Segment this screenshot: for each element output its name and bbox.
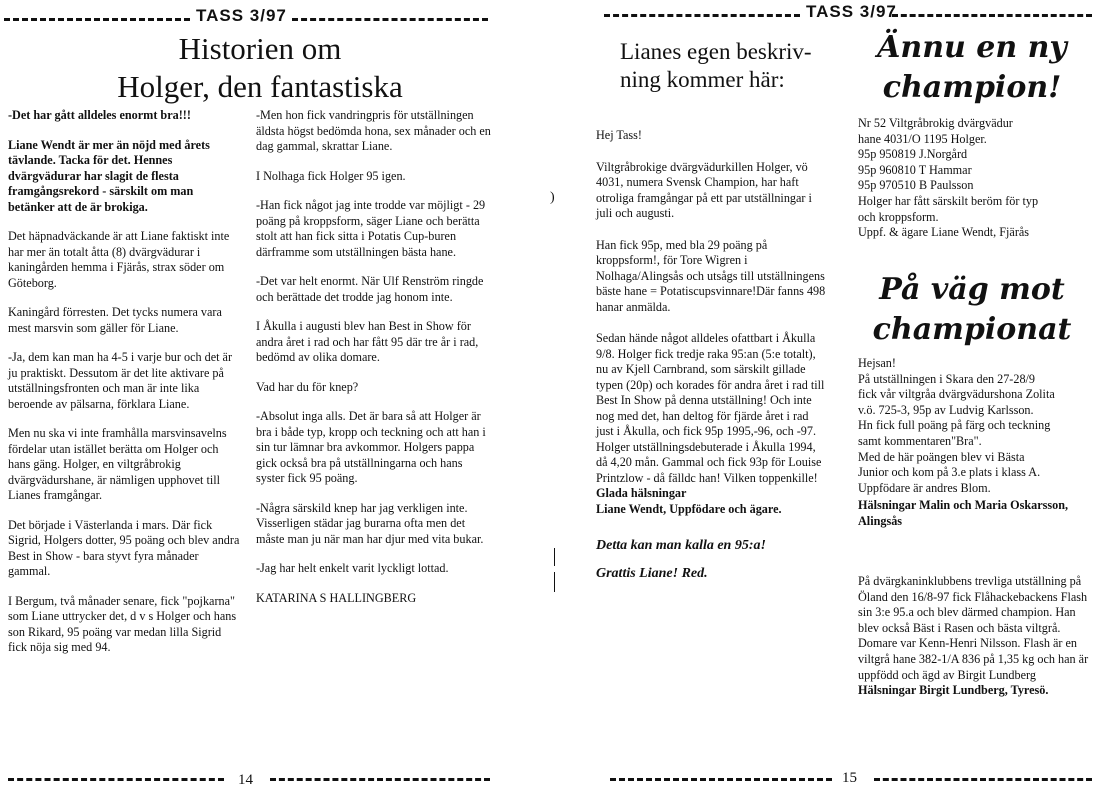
paragraph: Vad har du för knep? bbox=[256, 379, 359, 394]
flash-report bbox=[858, 574, 1092, 699]
list-item: Uppfödare är andres Blom. bbox=[858, 480, 991, 495]
list-item: Holger har fått särskilt beröm för typ bbox=[858, 193, 1039, 208]
header-rule-right-b bbox=[892, 14, 1092, 17]
header-rule-left-a bbox=[4, 18, 190, 21]
left-title bbox=[40, 30, 480, 106]
paragraph: Hej Tass! bbox=[596, 128, 642, 142]
list-item: 95p 970510 B Paulsson bbox=[858, 178, 974, 193]
author-byline: KATARINA S HALLINGBERG bbox=[256, 590, 417, 605]
paragraph: -Ja, dem kan man ha 4-5 i varje bur och det är ju praktiskt. Dessutom är det lite aktivare på utställningsfronten och man är inte lika beroende av pälsarna, förklara Liane. bbox=[8, 350, 233, 411]
champion-list bbox=[858, 116, 1098, 241]
paragraph: -Men hon fick vandringpris för utställningen äldsta högst bedömda hona, sex månader och en dag gammal, skrattar Liane. bbox=[256, 108, 491, 153]
heading-toward-line1: På väg mot bbox=[879, 272, 1065, 307]
greeting: Glada hälsningar bbox=[596, 486, 687, 500]
editor-comment: Detta kan man kalla en 95:a! bbox=[596, 538, 766, 553]
flash-signature: Hälsningar Birgit Lundberg, Tyresö. bbox=[858, 683, 1049, 698]
signature: Liane Wendt, Uppfödare och ägare. bbox=[596, 501, 782, 516]
left-page-number: 14 bbox=[238, 772, 253, 788]
paragraph: -Jag har helt enkelt varit lyckligt lottad. bbox=[256, 561, 449, 575]
paragraph: I Nolhaga fick Holger 95 igen. bbox=[256, 168, 406, 183]
paragraph: I Bergum, två månader senare, fick "pojkarna" som Liane uttrycker det, d v s Holger och hans son Rikard, 95 poäng var medan lilla Sigrid fick nöja sig med 94. bbox=[8, 593, 237, 654]
list-item: och kroppsform. bbox=[858, 209, 939, 224]
heading-new-champion bbox=[852, 28, 1092, 108]
right-page-header: TASS 3/97 bbox=[806, 2, 897, 21]
left-title-line1: Historien om bbox=[178, 31, 342, 66]
list-item: Junior och kom på 3.e plats i klass A. bbox=[858, 465, 1041, 480]
paragraph: -Han fick något jag inte trodde var möjligt - 29 poäng på kroppsform, säger Liane och berätta stolt att han fick sitta i Potatis Cup-buren därframme som utställningen bästa hane. bbox=[256, 198, 486, 259]
heading-toward-line2: championat bbox=[872, 312, 1072, 347]
list-item: fick vår viltgråa dvärgvädurshona Zolita bbox=[858, 387, 1055, 402]
gutter-line bbox=[554, 548, 555, 566]
left-column-1 bbox=[8, 108, 240, 670]
list-item: v.ö. 725-3, 95p av Ludvig Karlsson. bbox=[858, 402, 1034, 417]
editor-congrats: Grattis Liane! Red. bbox=[596, 566, 708, 581]
right-title-line1: Lianes egen beskriv- bbox=[620, 39, 812, 64]
list-item: Med de här poängen blev vi Bästa bbox=[858, 449, 1025, 464]
paragraph: Men nu ska vi inte framhålla marsvinsavelns fördelar utan istället berätta om Holger och hans gäng. Holger, en viltgråbrokig dvärgvädurshane, är nämligen upphovet till Lianes framgångar. bbox=[8, 426, 227, 502]
footer-rule-left-a bbox=[8, 778, 224, 781]
paragraph: -Några särskild knep har jag verkligen inte. Visserligen städar jag burarna ofta men det måste man ju när man har djur med vita bukar. bbox=[256, 500, 484, 546]
list-item: samt kommentaren"Bra". bbox=[858, 433, 982, 448]
zolita-signature: Hälsningar Malin och Maria Oskarsson, Alingsås bbox=[858, 498, 1069, 528]
list-item: Uppf. & ägare Liane Wendt, Fjärås bbox=[858, 225, 1030, 240]
list-item: 95p 950819 J.Norgård bbox=[858, 147, 968, 162]
right-page-number: 15 bbox=[842, 770, 857, 786]
list-item: hane 4031/O 1195 Holger. bbox=[858, 131, 987, 146]
list-item: Hn fick full poäng på färg och teckning bbox=[858, 418, 1051, 433]
right-title-line2: ning kommer här: bbox=[620, 67, 785, 92]
paragraph: Han fick 95p, med bla 29 poäng på kroppsform!, för Tore Wigren i Nolhaga/Alingsås och utsågs till utställningens bäste hane = Potatiscupsvinnare!Där fanns 498 hanar anmälda. bbox=[596, 237, 826, 314]
paragraph: Liane Wendt är mer än nöjd med årets tävlande. Tacka för det. Hennes dvärgvädurar har slagit de flesta framgångsrekord - särskilt om man betänker att de är brokiga. bbox=[8, 137, 210, 214]
gutter-mark: ) bbox=[550, 190, 555, 205]
paragraph: Viltgråbrokige dvärgvädurkillen Holger, vö 4031, numera Svensk Champion, har haft otroliga framgångar på ett par utställningar i juli och augusti. bbox=[596, 159, 812, 220]
list-item: Hejsan! bbox=[858, 356, 896, 370]
right-title bbox=[620, 38, 850, 94]
paragraph: -Absolut inga alls. Det är bara så att Holger är bra i både typ, kropp och teckning och att han i sin tur lämnar bra avkommor. Holgers pappa gick också bra på utställningarna och hans syster fick 95 poäng. bbox=[256, 409, 486, 485]
footer-rule-right-a bbox=[610, 778, 832, 781]
zolita-report bbox=[858, 356, 1098, 530]
footer-rule-right-b bbox=[874, 778, 1092, 781]
footer-rule-left-b bbox=[270, 778, 490, 781]
heading-new-champion-line2: champion! bbox=[882, 70, 1062, 105]
list-item: 95p 960810 T Hammar bbox=[858, 162, 972, 177]
paragraph: Kaningård förresten. Det tycks numera vara mest marsvin som gäller för Liane. bbox=[8, 305, 222, 335]
heading-new-champion-line1: Ännu en ny bbox=[877, 30, 1067, 65]
paragraph: -Det var helt enormt. När Ulf Renström ringde och berättade det trodde jag honom inte. bbox=[256, 274, 484, 304]
paragraph: Det började i Västerlanda i mars. Där fick Sigrid, Holgers dotter, 95 poäng och blev andra Best in Show - bara styvt fyra månader gammal. bbox=[8, 517, 240, 578]
gutter-line bbox=[554, 572, 555, 592]
left-page-header: TASS 3/97 bbox=[196, 6, 287, 25]
list-item: På utställningen i Skara den 27-28/9 bbox=[858, 371, 1036, 386]
paragraph: På dvärgkaninklubbens trevliga utställning på Öland den 16/8-97 fick Flåhackebackens Flash sin 3:e 95.a och blev därmed champion. Han blev också Bäst i Rasen och bästa viltgrå. Domare var Kenn-Henri Nilsson. Flash är en viltgrå hane 382-1/A 836 på 1,35 kg och han är uppfödd och ägd av Birgit Lundberg bbox=[858, 574, 1089, 682]
right-column-1 bbox=[596, 128, 828, 585]
paragraph: -Det har gått alldeles enormt bra!!! bbox=[8, 108, 191, 122]
paragraph: Sedan hände något alldeles ofattbart i Åkulla 9/8. Holger fick tredje raka 95:an (5:e totalt), nu av Kjell Carnbrand, som särskilt gillade typen (20p) och korades för andra året i rad till Best In Show på denna utställning! Och inte nog med det, han deltog för fjärde året i rad just i Åkulla, och fick 95p 1995,-96, och -97. Holger utställningsdebuterade i Åkulla 1994, då 4,20 mån. Gammal och fick 93p för Louise Printzlow - då fälldc han! Vilken toppenkille! bbox=[596, 331, 825, 485]
paragraph: I Åkulla i augusti blev han Best in Show för andra året i rad och har fått 95 där tre år i rad, bedömd av olika domare. bbox=[256, 319, 479, 364]
heading-toward-championship bbox=[852, 270, 1092, 350]
list-item: Nr 52 Viltgråbrokig dvärgvädur bbox=[858, 116, 1013, 130]
paragraph: Det häpnadväckande är att Liane faktiskt inte har mer än totalt åtta (8) dvärgvädurar i kaningården hemma i Fjärås, strax söder om Göteborg. bbox=[8, 229, 230, 290]
left-column-2 bbox=[256, 108, 492, 620]
header-rule-right-a bbox=[604, 14, 800, 17]
header-rule-left-b bbox=[292, 18, 488, 21]
left-title-line2: Holger, den fantastiska bbox=[117, 69, 403, 104]
